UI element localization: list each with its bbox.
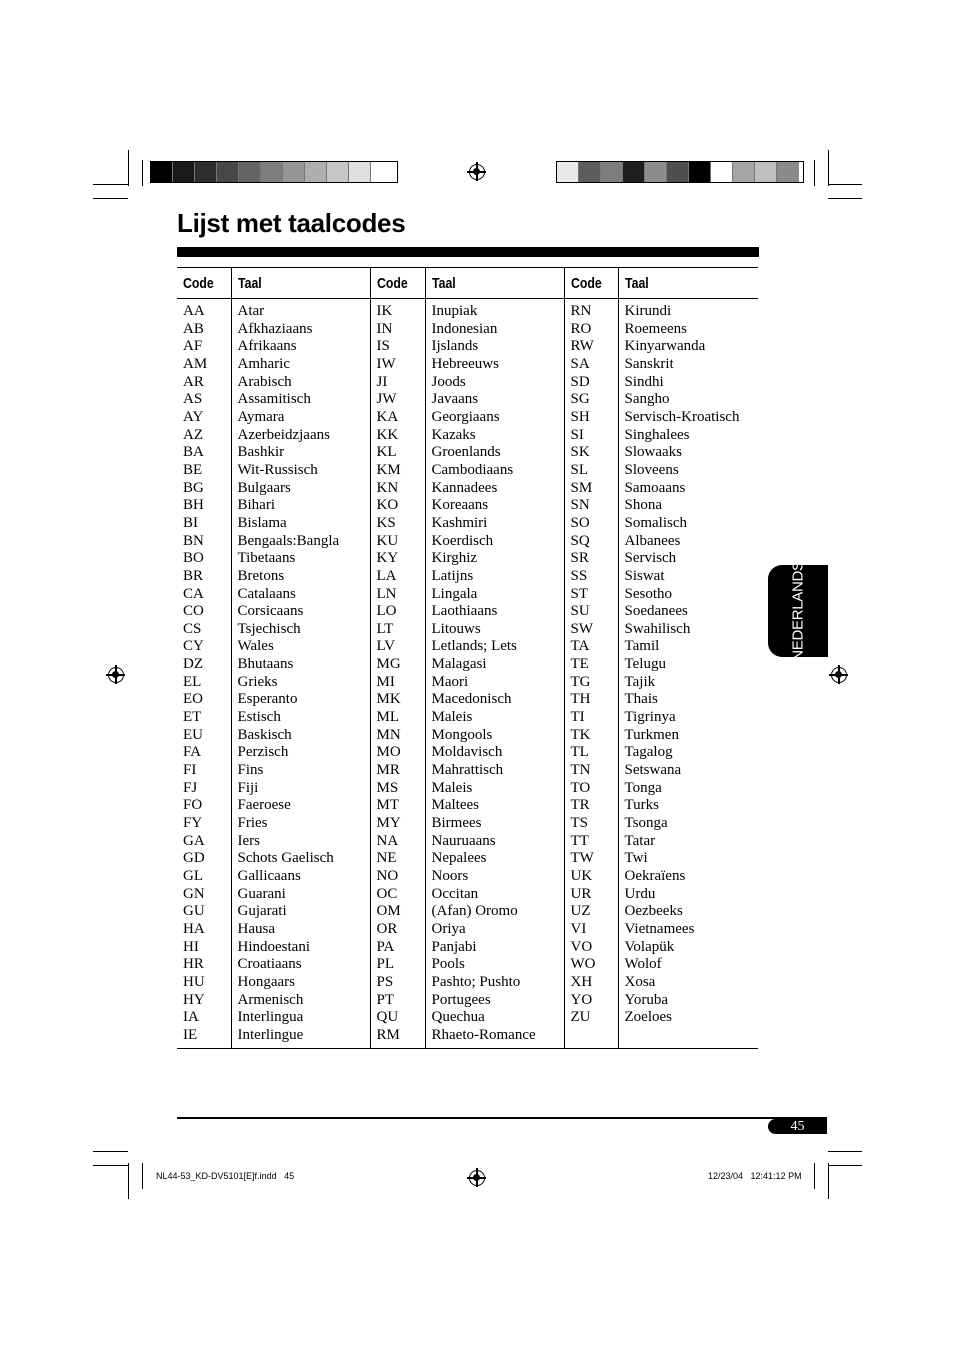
registration-mark-icon xyxy=(108,667,124,683)
crop-mark xyxy=(93,198,128,199)
crop-mark xyxy=(93,1151,128,1152)
page-number: 45 xyxy=(768,1119,827,1134)
color-swatch xyxy=(733,162,755,182)
color-swatch xyxy=(151,162,173,182)
page-title: Lijst met taalcodes xyxy=(177,208,406,238)
color-bar-left xyxy=(150,161,398,183)
color-swatch xyxy=(579,162,601,182)
crop-mark xyxy=(128,150,129,186)
color-swatch xyxy=(283,162,305,182)
color-bar-right xyxy=(556,161,804,183)
column-header-code: Code xyxy=(177,268,231,299)
table-row xyxy=(177,299,758,1049)
language-side-tab xyxy=(768,561,828,661)
table-header-row xyxy=(177,268,758,299)
color-swatch xyxy=(327,162,349,182)
color-swatch xyxy=(217,162,239,182)
color-swatch xyxy=(711,162,733,182)
crop-mark xyxy=(828,198,862,199)
color-swatch xyxy=(623,162,645,182)
color-swatch xyxy=(689,162,711,182)
language-column: Atar Afkhaziaans Afrikaans Amharic Arabisch Assamitisch Aymara Azerbeidzjaans Bashkir Wit-Russisch Bulgaars Bihari Bislama Bengaals:Bangla Tibetaans Bretons Catalaans Corsicaans Tsjechisch Wales Bhutaans Grieks Esperanto Estisch Baskisch Perzisch Fins Fiji Faeroese Fries Iers Schots Gaelisch Gallicaans Guarani Gujarati Hausa Hindoestani Croatiaans Hongaars Armenisch Interlingua Interlingue xyxy=(231,299,370,1049)
color-swatch xyxy=(173,162,195,182)
crop-mark xyxy=(93,1165,128,1166)
crop-mark xyxy=(142,1163,143,1189)
column-header-language: Taal xyxy=(425,268,564,299)
column-header-language: Taal xyxy=(231,268,370,299)
crop-mark xyxy=(128,1163,129,1199)
color-swatch xyxy=(239,162,261,182)
color-swatch xyxy=(195,162,217,182)
crop-mark xyxy=(828,1163,829,1199)
code-column: RN RO RW SA SD SG SH SI SK SL SM SN SO SQ SR SS ST SU SW TA TE TG TH TI TK TL TN TO TR TS TT TW UK UR UZ VI VO WO XH YO ZU xyxy=(564,299,618,1049)
color-swatch xyxy=(601,162,623,182)
title-rule xyxy=(177,247,759,257)
footer-timestamp: 12/23/04 12:41:12 PM xyxy=(708,1171,802,1181)
registration-mark-icon xyxy=(469,1170,485,1186)
color-swatch xyxy=(645,162,667,182)
color-swatch xyxy=(349,162,371,182)
registration-mark-icon xyxy=(831,667,847,683)
side-tab-label: NEDERLANDS xyxy=(789,561,807,661)
code-column: IK IN IS IW JI JW KA KK KL KM KN KO KS KU KY LA LN LO LT LV MG MI MK ML MN MO MR MS MT MY NA NE NO OC OM OR PA PL PS PT QU RM xyxy=(370,299,425,1049)
crop-mark xyxy=(93,184,128,185)
registration-mark-icon xyxy=(469,164,485,180)
color-swatch xyxy=(557,162,579,182)
color-swatch xyxy=(371,162,393,182)
footer-file: NL44-53_KD-DV5101[E]f.indd 45 xyxy=(156,1171,295,1181)
code-column: AA AB AF AM AR AS AY AZ BA BE BG BH BI BN BO BR CA CO CS CY DZ EL EO ET EU FA FI FJ FO FY GA GD GL GN GU HA HI HR HU HY IA IE xyxy=(177,299,231,1049)
crop-mark xyxy=(142,160,143,186)
language-column: Kirundi Roemeens Kinyarwanda Sanskrit Sindhi Sangho Servisch-Kroatisch Singhalees Slowaaks Sloveens Samoaans Shona Somalisch Albanees Servisch Siswat Sesotho Soedanees Swahilisch Tamil Telugu Tajik Thais Tigrinya Turkmen Tagalog Setswana Tonga Turks Tsonga Tatar Twi Oekraïens Urdu Oezbeeks Vietnamees Volapük Wolof Xosa Yoruba Zoeloes xyxy=(618,299,758,1049)
color-swatch xyxy=(305,162,327,182)
crop-mark xyxy=(828,1165,862,1166)
language-code-table xyxy=(177,267,758,1049)
column-header-language: Taal xyxy=(618,268,758,299)
color-swatch xyxy=(261,162,283,182)
crop-mark xyxy=(828,184,862,185)
crop-mark xyxy=(814,160,815,186)
language-column: Inupiak Indonesian Ijslands Hebreeuws Joods Javaans Georgiaans Kazaks Groenlands Cambodiaans Kannadees Koreaans Kashmiri Koerdisch Kirghiz Latijns Lingala Laothiaans Litouws Letlands; Lets Malagasi Maori Macedonisch Maleis Mongools Moldavisch Mahrattisch Maleis Maltees Birmees Nauruaans Nepalees Noors Occitan (Afan) Oromo Oriya Panjabi Pools Pashto; Pushto Portugees Quechua Rhaeto-Romance xyxy=(425,299,564,1049)
crop-mark xyxy=(828,150,829,186)
color-swatch xyxy=(755,162,777,182)
color-swatch xyxy=(777,162,799,182)
crop-mark xyxy=(814,1163,815,1189)
crop-mark xyxy=(828,1151,862,1152)
column-header-code: Code xyxy=(370,268,425,299)
bottom-rule xyxy=(177,1117,827,1119)
column-header-code: Code xyxy=(564,268,618,299)
color-swatch xyxy=(667,162,689,182)
